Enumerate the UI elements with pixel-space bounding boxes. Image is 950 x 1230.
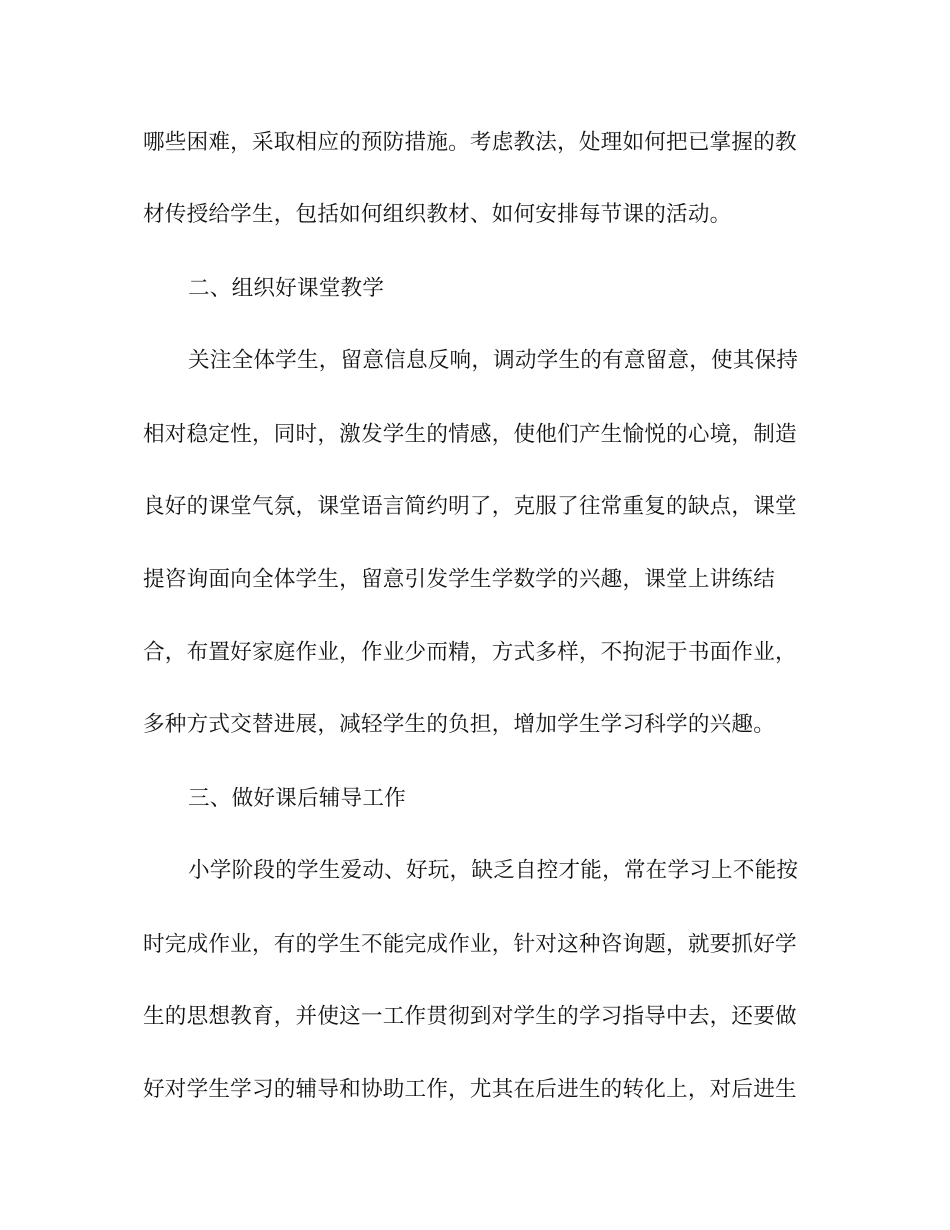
paragraph-line-12: 时完成作业，有的学生不能完成作业，针对这种咨询题，就要抓好学 [143,932,797,957]
paragraph-line-14: 好对学生学习的辅导和协助工作，尤其在后进生的转化上，对后进生 [143,1077,797,1102]
section-heading-3: 三、做好课后辅导工作 [188,786,406,811]
paragraph-line-13: 生的思想教育，并使这一工作贯彻到对学生的学习指导中去，还要做 [143,1004,797,1029]
paragraph-line-11: 小学阶段的学生爱动、好玩，缺乏自控才能，常在学习上不能按 [188,858,799,883]
paragraph-line-8: 合，布置好家庭作业，作业少而精，方式多样，不拘泥于书面作业， [143,640,797,665]
paragraph-line-5: 相对稳定性，同时，激发学生的情感，使他们产生愉悦的心境，制造 [143,422,797,447]
paragraph-line-4: 关注全体学生，留意信息反响，调动学生的有意留意，使其保持 [188,348,799,373]
paragraph-line-1: 哪些困难，采取相应的预防措施。考虑教法，处理如何把已掌握的教 [143,130,797,155]
paragraph-line-6: 良好的课堂气氛，课堂语言简约明了，克服了往常重复的缺点，课堂 [143,494,797,519]
section-heading-2: 二、组织好课堂教学 [188,276,385,301]
paragraph-line-9: 多种方式交替进展，减轻学生的负担，增加学生学习科学的兴趣。 [143,712,776,737]
paragraph-line-2: 材传授给学生，包括如何组织教材、如何安排每节课的活动。 [143,202,732,227]
paragraph-line-7: 提咨询面向全体学生，留意引发学生学数学的兴趣，课堂上讲练结 [143,567,776,592]
